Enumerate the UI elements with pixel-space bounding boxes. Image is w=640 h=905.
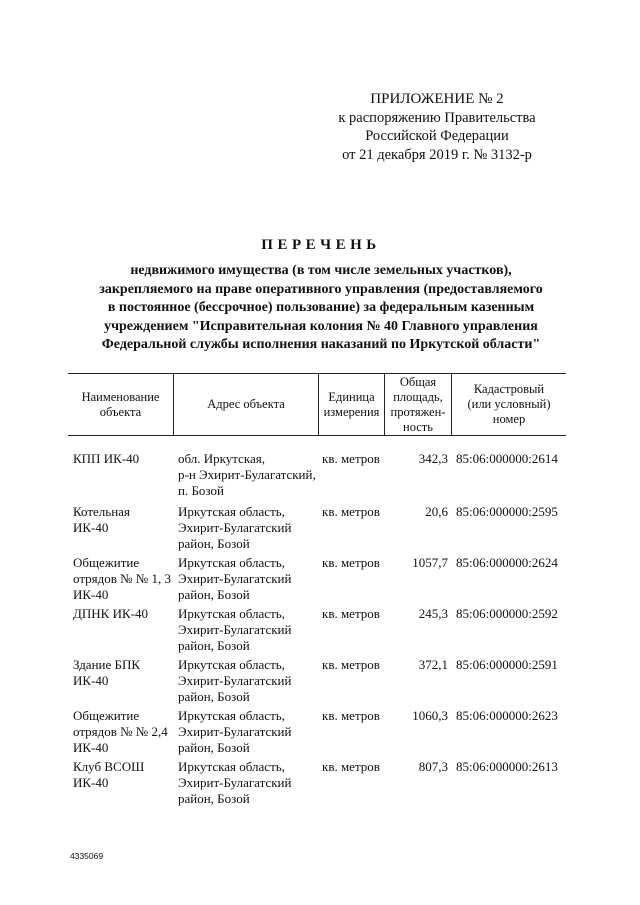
header-name: Наименование объекта: [81, 389, 160, 419]
cell-unit: кв. метров: [322, 606, 380, 621]
document-title: ПЕРЕЧЕНЬ: [261, 237, 381, 253]
cell-unit: кв. метров: [322, 708, 380, 723]
cell-area: 807,3: [418, 759, 448, 774]
cell-address: обл. Иркутская, р-н Эхирит-Булагатский, п. Бозой: [178, 451, 316, 498]
cell-name: Общежитие отрядов № № 2,4 ИК-40: [73, 708, 168, 755]
cell-area: 1057,7: [412, 555, 448, 570]
header-unit: Единица измерения: [323, 389, 380, 419]
cell-address: Иркутская область, Эхирит-Булагатский район, Бозой: [178, 657, 292, 704]
cell-address: Иркутская область, Эхирит-Булагатский район, Бозой: [178, 606, 292, 653]
cell-address: Иркутская область, Эхирит-Булагатский район, Бозой: [178, 759, 292, 806]
subtitle-line: в постоянное (бессрочное) пользование) за федеральным казенным: [107, 300, 535, 315]
cell-name: Котельная ИК-40: [73, 504, 130, 535]
cell-address: Иркутская область, Эхирит-Булагатский район, Бозой: [178, 708, 292, 755]
cell-unit: кв. метров: [322, 504, 380, 519]
cell-unit: кв. метров: [322, 555, 380, 570]
cell-name: Общежитие отрядов № № 1, 3 ИК-40: [73, 555, 171, 602]
cell-cadastral: 85:06:000000:2623: [456, 708, 558, 723]
cell-area: 342,3: [418, 451, 448, 466]
cell-name: Клуб ВСОШ ИК-40: [73, 759, 145, 790]
cell-cadastral: 85:06:000000:2592: [456, 606, 558, 621]
header-area: Общая площадь, протяжен- ность: [390, 374, 446, 434]
cell-area: 20,6: [425, 504, 448, 519]
cell-unit: кв. метров: [322, 657, 380, 672]
cell-cadastral: 85:06:000000:2595: [456, 504, 558, 519]
cell-area: 1060,3: [412, 708, 448, 723]
annex-line-date: от 21 декабря 2019 г. № 3132-р: [342, 146, 532, 163]
header-address: Адрес объекта: [207, 397, 285, 411]
cell-name: Здание БПК ИК-40: [73, 657, 141, 688]
cell-cadastral: 85:06:000000:2614: [456, 451, 558, 466]
cell-address: Иркутская область, Эхирит-Булагатский район, Бозой: [178, 504, 292, 551]
document-code: 4335069: [70, 851, 104, 861]
annex-line-decree: к распоряжению Правительства: [338, 109, 536, 126]
cell-unit: кв. метров: [322, 451, 380, 466]
subtitle-line: закрепляемого на праве оперативного управления (предоставляемого: [99, 281, 543, 297]
cell-name: КПП ИК-40: [73, 451, 140, 466]
document-heading: [60, 237, 582, 355]
cell-address: Иркутская область, Эхирит-Булагатский район, Бозой: [178, 555, 292, 602]
cell-area: 245,3: [418, 606, 448, 621]
cell-name: ДПНК ИК-40: [73, 606, 148, 621]
cell-cadastral: 85:06:000000:2591: [456, 657, 558, 672]
subtitle-line: Федеральной службы исполнения наказаний по Иркутской области": [101, 337, 541, 352]
subtitle-line: недвижимого имущества (в том числе земельных участков),: [130, 263, 512, 278]
subtitle-line: учреждением "Исправительная колония № 40 Главного управления: [104, 318, 538, 334]
cell-area: 372,1: [418, 657, 448, 672]
table-header-bottom-rule: [68, 435, 566, 436]
header-cadastral: Кадастровый (или условный) номер: [467, 382, 551, 426]
annex-title: ПРИЛОЖЕНИЕ № 2: [370, 91, 504, 107]
annex-line-federation: Российской Федерации: [365, 128, 509, 144]
cell-unit: кв. метров: [322, 759, 380, 774]
cell-cadastral: 85:06:000000:2613: [456, 759, 558, 774]
annex-block: [312, 90, 562, 164]
document-subtitle: [60, 262, 582, 355]
cell-cadastral: 85:06:000000:2624: [456, 555, 558, 570]
